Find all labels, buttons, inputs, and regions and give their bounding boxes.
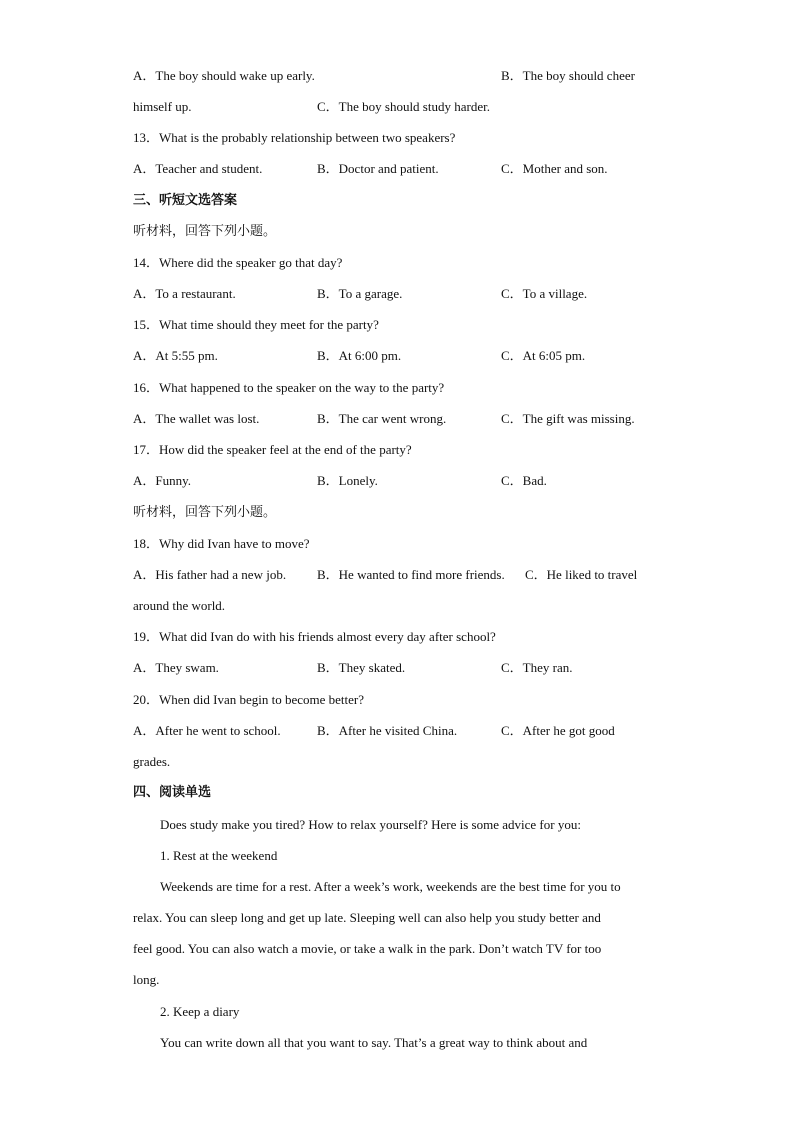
q13-option-a: A．Teacher and student. bbox=[133, 161, 263, 176]
passage-item2-title: 2. Keep a diary bbox=[160, 1004, 240, 1019]
q18-question: 18．Why did Ivan have to move? bbox=[133, 536, 310, 551]
q20-question: 20．When did Ivan begin to become better? bbox=[133, 692, 365, 707]
passage-item1-line1: Weekends are time for a rest. After a week’s work, weekends are the best time for you to bbox=[160, 879, 621, 894]
q18-option-c-continued: around the world. bbox=[133, 598, 226, 613]
q12-option-b-continued: himself up. bbox=[133, 99, 192, 114]
q15-option-a: A．At 5:55 pm. bbox=[133, 348, 218, 363]
q18-option-b: B．He wanted to find more friends. bbox=[317, 567, 505, 582]
q19-option-c: C．They ran. bbox=[501, 660, 573, 675]
q17-option-c: C．Bad. bbox=[501, 473, 547, 488]
q13-option-b: B．Doctor and patient. bbox=[317, 161, 439, 176]
section3-instruction: 听材料，回答下列小题。 bbox=[133, 224, 277, 239]
passage-item2-line1: You can write down all that you want to say. That’s a great way to think about and bbox=[160, 1035, 588, 1050]
q19-option-a: A．They swam. bbox=[133, 660, 219, 675]
q17-question: 17．How did the speaker feel at the end of the party? bbox=[133, 442, 412, 457]
passage-intro: Does study make you tired? How to relax yourself? Here is some advice for you: bbox=[160, 817, 581, 832]
section3-instruction-2: 听材料，回答下列小题。 bbox=[133, 505, 277, 520]
q14-option-c: C．To a village. bbox=[501, 286, 588, 301]
q14-option-a: A．To a restaurant. bbox=[133, 286, 236, 301]
q13-question: 13．What is the probably relationship between two speakers? bbox=[133, 130, 456, 145]
q20-option-b: B．After he visited China. bbox=[317, 723, 458, 738]
section3-heading: 三、听短文选答案 bbox=[133, 193, 238, 208]
q15-option-c: C．At 6:05 pm. bbox=[501, 348, 586, 363]
q16-option-c: C．The gift was missing. bbox=[501, 411, 635, 426]
q18-option-a: A．His father had a new job. bbox=[133, 567, 287, 582]
q20-option-a: A．After he went to school. bbox=[133, 723, 281, 738]
q12-option-c: C．The boy should study harder. bbox=[317, 99, 490, 114]
q17-option-b: B．Lonely. bbox=[317, 473, 378, 488]
q12-option-a: A．The boy should wake up early. bbox=[133, 68, 315, 83]
q12-option-b: B．The boy should cheer bbox=[501, 68, 635, 83]
q16-option-b: B．The car went wrong. bbox=[317, 411, 447, 426]
q16-question: 16．What happened to the speaker on the way to the party? bbox=[133, 380, 445, 395]
passage-item1-line3: feel good. You can also watch a movie, or take a walk in the park. Don’t watch TV for too bbox=[133, 941, 602, 956]
passage-item1-line4: long. bbox=[133, 972, 160, 987]
q16-option-a: A．The wallet was lost. bbox=[133, 411, 260, 426]
q20-option-c-continued: grades. bbox=[133, 754, 171, 769]
q18-option-c: C．He liked to travel bbox=[525, 567, 638, 582]
passage-item1-line2: relax. You can sleep long and get up late. Sleeping well can also help you study better and bbox=[133, 910, 601, 925]
q19-option-b: B．They skated. bbox=[317, 660, 406, 675]
q19-question: 19．What did Ivan do with his friends almost every day after school? bbox=[133, 629, 496, 644]
q15-question: 15．What time should they meet for the party? bbox=[133, 317, 379, 332]
q17-option-a: A．Funny. bbox=[133, 473, 192, 488]
q15-option-b: B．At 6:00 pm. bbox=[317, 348, 402, 363]
q14-question: 14．Where did the speaker go that day? bbox=[133, 255, 343, 270]
q13-option-c: C．Mother and son. bbox=[501, 161, 608, 176]
q20-option-c: C．After he got good bbox=[501, 723, 615, 738]
q14-option-b: B．To a garage. bbox=[317, 286, 403, 301]
section4-heading: 四、阅读单选 bbox=[133, 785, 212, 800]
passage-item1-title: 1. Rest at the weekend bbox=[160, 848, 278, 863]
